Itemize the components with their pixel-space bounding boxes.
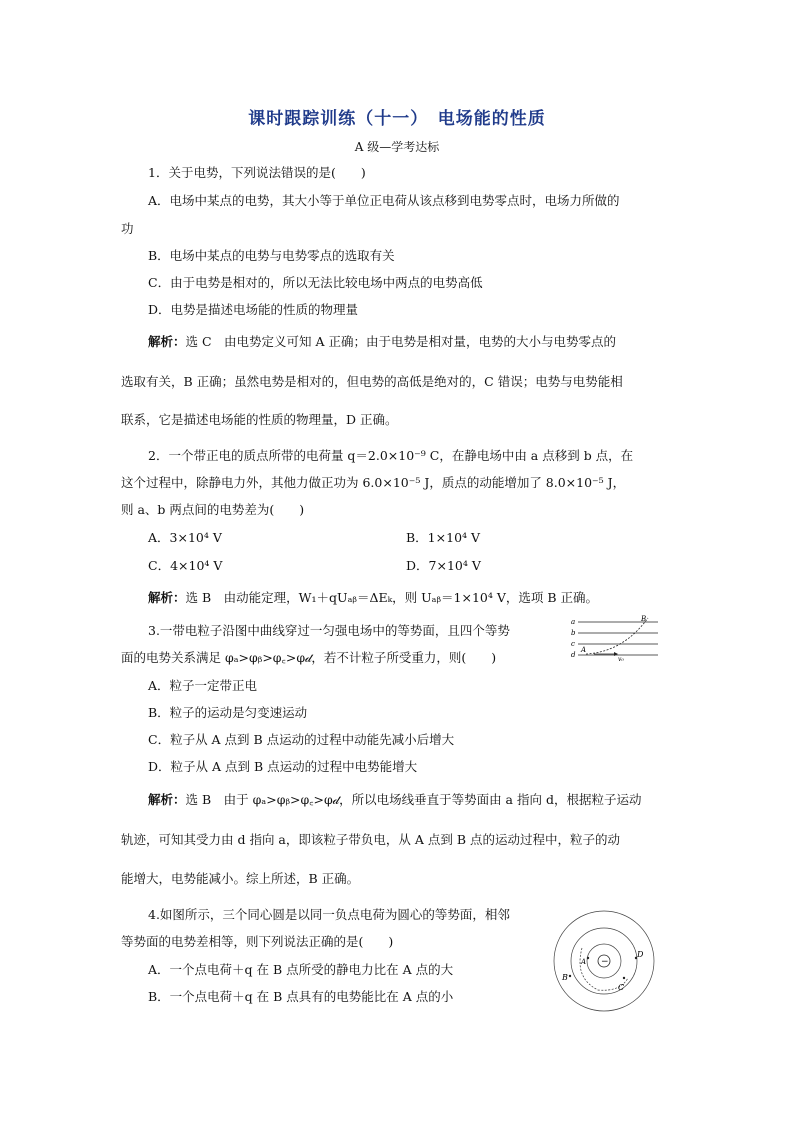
page-subtitle: A 级—学考达标 [354, 140, 440, 154]
q3-option-c: C．粒子从 A 点到 B 点运动的过程中动能先减小后增大 [148, 732, 455, 747]
q1-analysis-line2: 选取有关，B 正确；虽然电势是相对的，但电势的高低是绝对的，C 错误；电势与电势能相 [121, 374, 623, 389]
point-b [569, 975, 571, 977]
q1-option-a-line1: A．电场中某点的电势，其大小等于单位正电荷从该点移到电势零点时，电场力所做的 [148, 193, 620, 208]
q2-option-a: A．3×10⁴ V [148, 530, 222, 545]
label-point-a: A [581, 958, 587, 966]
label-point-d: D [637, 950, 644, 959]
label-point-a: A [581, 646, 587, 654]
label-point-c: C [618, 983, 625, 992]
particle-trajectory [586, 618, 648, 654]
q2-option-c: C．4×10⁴ V [148, 558, 223, 573]
label-v0: v₀ [618, 656, 624, 663]
q3-analysis-line1 [148, 791, 641, 809]
point-a [587, 957, 589, 959]
label-b: b [571, 629, 576, 637]
q3-stem-line1: 3.一带电粒子沿图中曲线穿过一匀强电场中的等势面，且四个等势 [148, 623, 510, 638]
q3-analysis-text: 选 B 由于 φₐ>φᵦ>φ꜀>φ𝒹，所以电场线垂直于等势面由 a 指向 d，根据粒子运动 [185, 792, 642, 807]
q1-option-b: B．电场中某点的电势与电势零点的选取有关 [148, 248, 395, 263]
q3-equipotential-figure [568, 614, 660, 666]
q1-option-a-line2: 功 [121, 221, 134, 236]
q1-analysis-line3: 联系，它是描述电场能的性质的物理量，D 正确。 [121, 412, 398, 427]
label-a: a [571, 618, 576, 626]
q2-option-b: B．1×10⁴ V [406, 530, 481, 545]
label-point-b: B [641, 615, 647, 623]
charge-sign: − [601, 957, 609, 967]
q1-analysis-label: 解析： [148, 334, 186, 349]
q4-option-a: A．一个点电荷＋q 在 B 点所受的静电力比在 A 点的大 [148, 962, 454, 977]
q2-stem-line2: 这个过程中，除静电力外，其他力做正功为 6.0×10⁻⁵ J，质点的动能增加了 8.0×10⁻⁵ J， [121, 475, 626, 490]
q2-analysis-label: 解析： [148, 590, 186, 605]
q3-analysis-line3: 能增大，电势能减小。综上所述，B 正确。 [121, 871, 360, 886]
q3-option-b: B．粒子的运动是匀变速运动 [148, 705, 308, 720]
q3-analysis-label: 解析： [148, 792, 186, 807]
label-point-b: B [562, 973, 568, 982]
label-d: d [571, 651, 576, 659]
q2-stem-line3: 则 a、b 两点间的电势差为( ) [121, 502, 305, 517]
q4-concentric-circles-figure [548, 908, 660, 1018]
q1-option-d: D．电势是描述电场能的性质的物理量 [148, 302, 359, 317]
q4-stem-line1: 4.如图所示，三个同心圆是以同一负点电荷为圆心的等势面，相邻 [148, 907, 510, 922]
q2-option-d: D．7×10⁴ V [406, 558, 481, 573]
q1-analysis-text: 选 C 由电势定义可知 A 正确；由于电势是相对量，电势的大小与电势零点的 [185, 334, 617, 349]
q1-analysis-line1 [148, 333, 616, 351]
q1-option-c: C．由于电势是相对的，所以无法比较电场中两点的电势高低 [148, 275, 483, 290]
q2-analysis-text: 选 B 由动能定理，W₁＋qUₐᵦ＝ΔEₖ，则 Uₐᵦ＝1×10⁴ V，选项 B 正确。 [185, 590, 599, 605]
q3-option-d: D．粒子从 A 点到 B 点运动的过程中电势能增大 [148, 759, 418, 774]
q3-stem-line2: 面的电势关系满足 φₐ>φᵦ>φ꜀>φ𝒹，若不计粒子所受重力，则( ) [121, 650, 497, 665]
q4-stem-line2: 等势面的电势差相等，则下列说法正确的是( ) [121, 934, 394, 949]
q3-analysis-line2: 轨迹，可知其受力由 d 指向 a，即该粒子带负电，从 A 点到 B 点的运动过程中，粒子的动 [121, 832, 620, 847]
q3-option-a: A．粒子一定带正电 [148, 678, 258, 693]
q2-stem-line1: 2．一个带正电的质点所带的电荷量 q＝2.0×10⁻⁹ C，在静电场中由 a 点移到 b 点，在 [148, 448, 634, 463]
point-c [623, 977, 625, 979]
q2-analysis [148, 589, 598, 607]
q1-stem: 1．关于电势，下列说法错误的是( ) [148, 165, 366, 180]
page-title: 课时跟踪训练（十一） 电场能的性质 [248, 109, 546, 129]
label-c: c [571, 640, 575, 648]
q4-option-b: B．一个点电荷＋q 在 B 点具有的电势能比在 A 点的小 [148, 989, 454, 1004]
